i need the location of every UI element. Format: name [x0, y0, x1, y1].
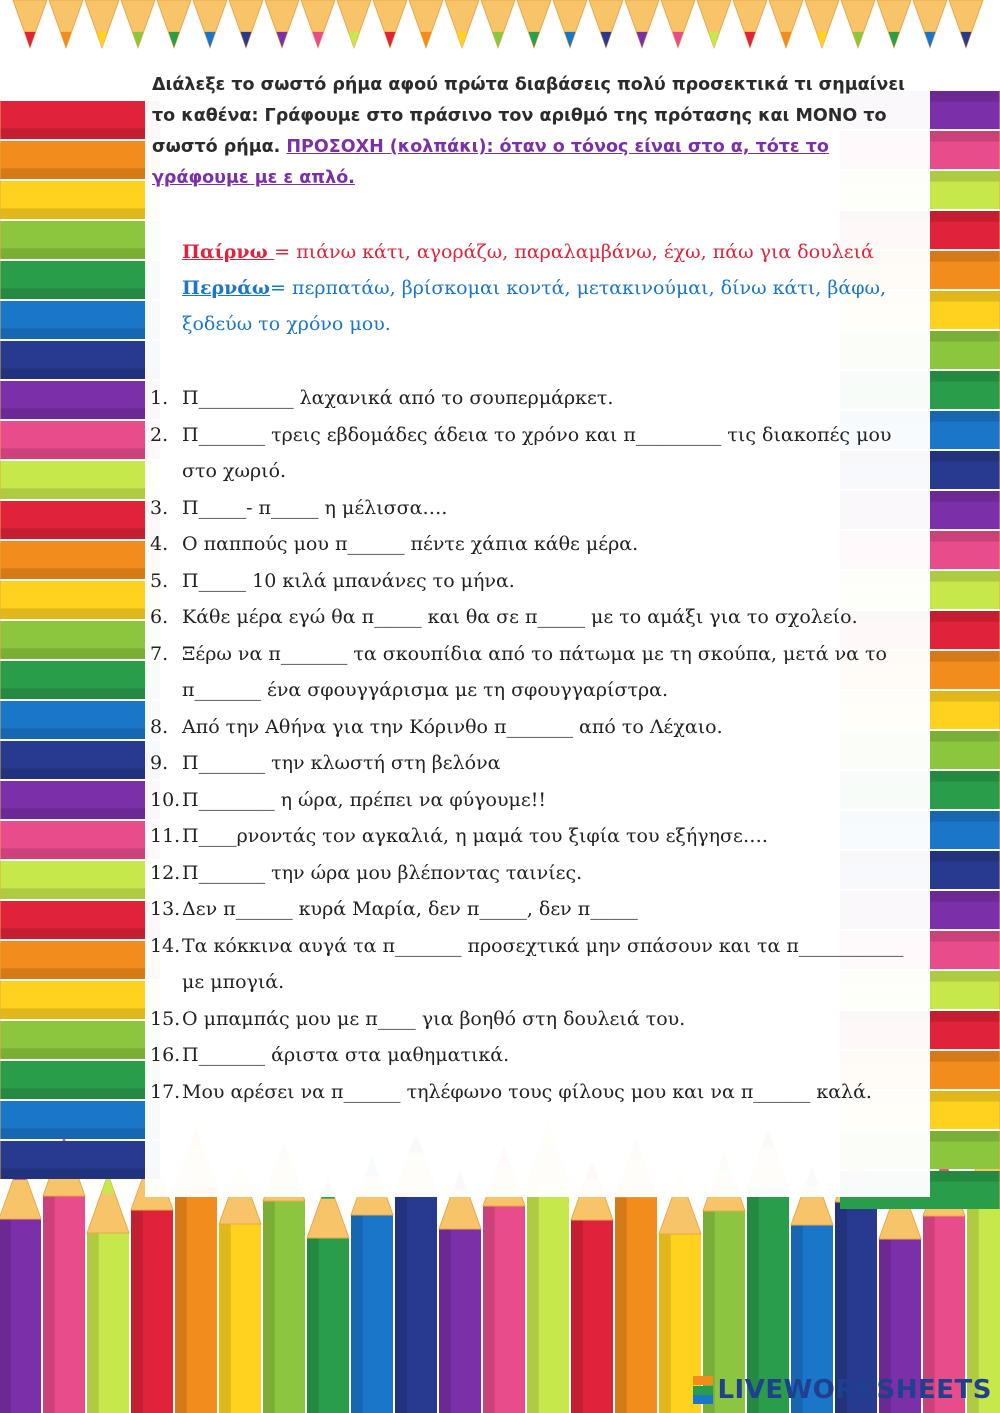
exercise-text: Ο μπαμπάς μου με π____ για βοηθό στη δουλειά του. [182, 1007, 686, 1030]
pencil-decoration [121, 0, 155, 48]
liveworksheets-logo-icon [693, 1376, 713, 1404]
exercise-number: 6. [150, 606, 169, 628]
pencil-decoration [219, 1165, 261, 1413]
exercise-text: Π_______ τρεις εβδομάδες άδεια το χρόνο και π_________ τις διακοπές μου στο χωριό. [182, 423, 892, 482]
pencil-decoration [877, 0, 911, 48]
exercise-item [150, 636, 930, 709]
exercise-text: Π____ρνοντάς τον αγκαλιά, η μαμά του ξιφία του εξήγησε…. [182, 825, 768, 847]
pencil-decoration [0, 581, 160, 619]
exercise-text: Π__________ λαχανικά από το σουπερμάρκετ. [182, 387, 614, 409]
exercise-item [150, 1001, 930, 1038]
exercise-text: Π_______ την ώρα μου βλέποντας ταινίες. [182, 861, 583, 884]
pencil-decoration [0, 901, 160, 939]
pencil-decoration [0, 141, 160, 179]
pencil-decoration [265, 0, 299, 48]
exercise-number: 7. [150, 642, 169, 665]
pencil-decoration [0, 861, 160, 899]
pencil-decoration [87, 1174, 129, 1413]
pencil-decoration [439, 1170, 481, 1413]
pencil-decoration [769, 0, 803, 48]
exercise-text: Ξέρω να π_______ τα σκουπίδια από το πάτωμα με τη σκούπα, μετά να το π_______ ένα σφουγγάρισμα με τη σφουγγαρίστρα. [182, 642, 887, 701]
pencil-decoration [0, 541, 160, 579]
exercise-item [150, 745, 930, 782]
pencil-decoration [0, 101, 160, 139]
exercise-number: 15. [150, 1007, 181, 1030]
definition-meaning: = περπατάω, βρίσκομαι κοντά, μετακινούμαι, δίνω κάτι, βάφω, ξοδεύω το χρόνο μου. [182, 277, 887, 335]
pencil-decoration [229, 0, 263, 48]
pencil-decoration [0, 181, 160, 219]
pencil-decoration [0, 821, 160, 859]
pencil-decoration [805, 0, 839, 48]
exercise-text: Δεν π______ κυρά Μαρία, δεν π_____, δεν π_____ [182, 898, 638, 920]
exercise-number: 3. [150, 496, 169, 519]
exercise-number: 16. [150, 1044, 181, 1066]
pencil-decoration [13, 0, 47, 48]
exercise-item [150, 709, 930, 746]
pencil-decoration [0, 301, 160, 339]
exercise-item [150, 855, 930, 892]
pencil-decoration [0, 1160, 41, 1413]
pencil-decoration [661, 0, 695, 48]
pencil-decoration [949, 0, 983, 48]
pencil-decoration [733, 0, 767, 48]
pencil-decoration [0, 741, 160, 779]
exercise-text: Π________ η ώρα, πρέπει να φύγουμε!! [182, 788, 547, 811]
definition-pairno [182, 234, 902, 270]
pencil-decoration [0, 981, 160, 1019]
exercise-list [150, 380, 930, 1110]
exercise-number: 10. [150, 788, 181, 811]
instructions-warning: ΠΡΟΣΟΧΗ (κολπάκι): όταν ο τόνος είναι στο α, τότε το γράφουμε με ε απλό. [152, 137, 829, 188]
definition-word: Παίρνω [182, 241, 275, 263]
pencil-decoration [307, 1179, 349, 1413]
exercise-number: 17. [150, 1080, 181, 1103]
exercise-item [150, 891, 930, 928]
exercise-item [150, 1037, 930, 1074]
exercise-text: Μου αρέσει να π______ τηλέφωνο τους φίλους μου και να π______ καλά. [182, 1080, 872, 1103]
exercise-text: Π_______ την κλωστή στη βελόνα [182, 752, 501, 774]
pencil-decoration [0, 1021, 160, 1059]
pencil-decoration [445, 0, 479, 48]
exercise-text: Από την Αθήνα για την Κόρινθο π_______ από το Λέχαιο. [182, 715, 723, 738]
exercise-item [150, 782, 930, 819]
exercise-item [150, 928, 930, 1001]
pencil-decoration [553, 0, 587, 48]
exercise-item [150, 563, 930, 600]
exercise-item [150, 1074, 930, 1111]
exercise-text: Κάθε μέρα εγώ θα π_____ και θα σε π_____ με το αμάξι για το σχολείο. [182, 606, 858, 628]
pencil-decoration [85, 0, 119, 48]
exercise-text: Ο παππούς μου π______ πέντε χάπια κάθε μέρα. [182, 533, 639, 555]
liveworksheets-logo[interactable] [693, 1375, 992, 1405]
pencil-decoration [571, 1161, 613, 1413]
exercise-text: Π_____ 10 κιλά μπανάνες το μήνα. [182, 569, 515, 592]
pencil-decoration [0, 341, 160, 379]
instructions-main: Διάλεξε το σωστό ρήμα αφού πρώτα διαβάσεις πολύ προσεκτικά τι σημαίνει το καθένα: Γράφουμε στο πράσινο τον αριθμό της πρότασης και ΜΟΝΟ το σωστό ρήμα. [152, 75, 905, 157]
pencil-decoration [157, 0, 191, 48]
definition-word: Περνάω [182, 277, 271, 299]
exercise-text: Τα κόκκινα αυγά τα π_______ προσεχτικά μην σπάσουν και τα π___________ με μπογιά. [182, 934, 904, 993]
pencil-decoration [589, 0, 623, 48]
pencil-decoration [481, 0, 515, 48]
exercise-item [150, 526, 930, 563]
exercise-item [150, 380, 930, 417]
pencil-decoration [301, 0, 335, 48]
exercise-text: Π_______ άριστα στα μαθηματικά. [182, 1044, 510, 1066]
instructions-text [152, 70, 927, 194]
exercise-number: 8. [150, 715, 169, 738]
pencil-decoration [409, 0, 443, 48]
pencil-decoration [697, 0, 731, 48]
pencil-decoration [0, 421, 160, 459]
pencil-decoration [625, 0, 659, 48]
logo-text: LIVEWORKSHEETS [717, 1375, 992, 1405]
pencil-decoration [0, 661, 160, 699]
definition-meaning: = πιάνω κάτι, αγοράζω, παραλαμβάνω, έχω, πάω για δουλειά [274, 241, 874, 263]
exercise-number: 2. [150, 423, 169, 446]
pencil-decoration [0, 701, 160, 739]
pencil-decoration [0, 221, 160, 259]
pencil-decoration [0, 461, 160, 499]
pencil-decoration [49, 0, 83, 48]
exercise-number: 1. [150, 387, 169, 409]
exercise-number: 5. [150, 569, 169, 592]
pencil-decoration [0, 381, 160, 419]
pencil-decoration [0, 501, 160, 539]
pencil-decoration [0, 1061, 160, 1099]
pencil-decoration [517, 0, 551, 48]
pencil-decoration [841, 0, 875, 48]
verb-definitions [182, 234, 902, 342]
exercise-number: 11. [150, 825, 181, 847]
exercise-number: 9. [150, 752, 169, 774]
exercise-item [150, 599, 930, 636]
pencil-decoration [0, 621, 160, 659]
pencil-decoration [0, 1141, 160, 1179]
exercise-number: 12. [150, 861, 181, 884]
pencil-decoration [0, 941, 160, 979]
pencil-decoration [0, 781, 160, 819]
pencil-decoration [913, 0, 947, 48]
exercise-number: 4. [150, 533, 169, 555]
pencil-decoration [373, 0, 407, 48]
exercise-item [150, 490, 930, 527]
definition-pernao [182, 270, 902, 342]
pencil-decoration [337, 0, 371, 48]
exercise-item [150, 818, 930, 855]
exercise-item [150, 417, 930, 490]
exercise-number: 14. [150, 934, 181, 957]
exercise-number: 13. [150, 898, 181, 920]
pencil-decoration [0, 1101, 160, 1139]
exercise-text: Π_____- π_____ η μέλισσα…. [182, 496, 448, 519]
pencil-decoration [193, 0, 227, 48]
pencil-decoration [0, 261, 160, 299]
